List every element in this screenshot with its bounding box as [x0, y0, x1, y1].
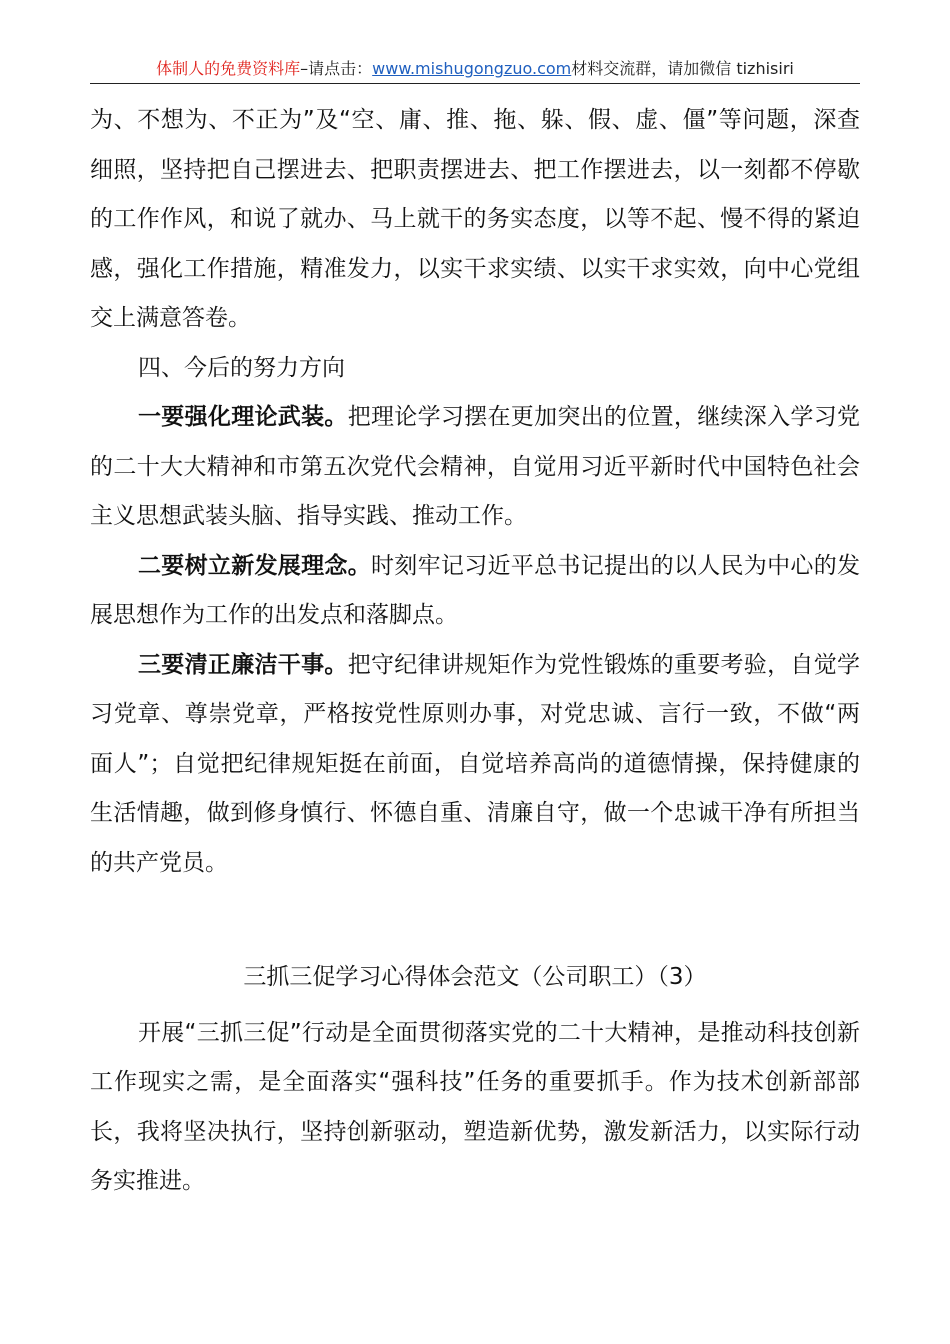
point-3-lead: 三要清正廉洁干事。 — [138, 651, 348, 678]
section-spacer — [90, 888, 860, 953]
header-suffix: 材料交流群，请加微信 tizhisiri — [571, 59, 794, 78]
document-body — [90, 96, 860, 1207]
header-prompt: –请点击： — [300, 59, 373, 78]
point-1-lead: 一要强化理论武装。 — [138, 404, 348, 430]
point-1-text: 把理论学习摆在更加突出的位置，继续深入学习党的二十大大精神和市第五次党代会精神，自觉用习近平新时代中国特色社会主义思想武装头脑、指导实践、推动工作。 — [90, 404, 861, 529]
point-2-paragraph — [90, 542, 860, 641]
section-heading: 四、今后的努力方向 — [138, 354, 345, 381]
page-header — [90, 55, 860, 84]
article-title: 三抓三促学习心得体会范文（公司职工）（3） — [243, 964, 707, 990]
point-3-paragraph — [90, 641, 860, 889]
point-2-text: 时刻牢记习近平总书记提出的以人民为中心的发展思想作为工作的出发点和落脚点。 — [90, 552, 861, 628]
header-link[interactable]: www.mishugongzuo.com — [372, 59, 572, 78]
point-1-paragraph — [90, 393, 860, 542]
header-brand: 体制人的免费资料库 — [156, 59, 301, 78]
intro-paragraph: 开展“三抓三促”行动是全面贯彻落实党的二十大精神，是推动科技创新工作现实之需，是全面落实“强科技”任务的重要抓手。作为技术创新部部长，我将坚决执行，坚持创新驱动，塑造新优势，激发新活力，以实际行动务实推进。 — [90, 1019, 860, 1194]
continuation-paragraph: 为、不想为、不正为”及“空、庸、推、拖、躲、假、虚、僵”等问题，深查细照，坚持把自己摆进去、把职责摆进去、把工作摆进去，以一刻都不停歇的工作作风，和说了就办、马上就干的务实态度，以等不起、慢不得的紧迫感，强化工作措施，精准发力，以实干求实绩、以实干求实效，向中心党组交上满意答卷。 — [90, 107, 860, 331]
point-2-lead: 二要树立新发展理念。 — [138, 552, 371, 579]
point-3-text: 把守纪律讲规矩作为党性锻炼的重要考验，自觉学习党章、尊崇党章，严格按党性原则办事，对党忠诚、言行一致，不做“两面人”；自觉把纪律规矩挺在前面，自觉培养高尚的道德情操，保持健康的生活情趣，做到修身慎行、怀德自重、清廉自守，做一个忠诚干净有所担当的共产党员。 — [90, 651, 861, 876]
